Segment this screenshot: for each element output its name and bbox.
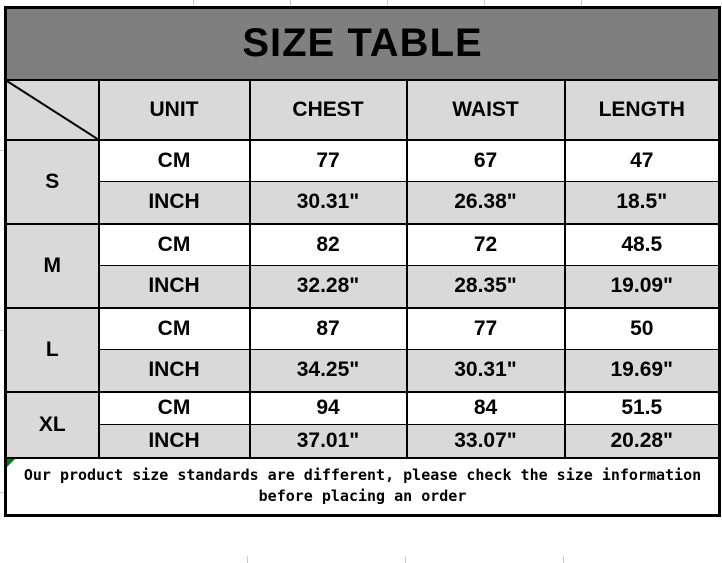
value-xl-waist-cm: 84 bbox=[407, 392, 565, 425]
size-table bbox=[4, 6, 721, 517]
value-s-length-inch: 18.5" bbox=[565, 182, 720, 224]
spreadsheet-gridline bbox=[0, 330, 4, 331]
size-label-l: L bbox=[6, 308, 99, 392]
value-l-chest-inch: 34.25" bbox=[250, 350, 407, 392]
size-label-s: S bbox=[6, 140, 99, 224]
unit-label-cm: CM bbox=[99, 392, 250, 425]
diagonal-line bbox=[7, 81, 98, 139]
unit-label-inch: INCH bbox=[99, 350, 250, 392]
value-xl-length-inch: 20.28" bbox=[565, 425, 720, 458]
value-s-waist-inch: 26.38" bbox=[407, 182, 565, 224]
column-header-length: LENGTH bbox=[565, 80, 720, 140]
spreadsheet-gridline bbox=[247, 556, 248, 563]
unit-label-cm: CM bbox=[99, 224, 250, 266]
value-l-waist-cm: 77 bbox=[407, 308, 565, 350]
value-xl-length-cm: 51.5 bbox=[565, 392, 720, 425]
spreadsheet-gridline bbox=[290, 0, 291, 6]
spreadsheet-gridline bbox=[387, 0, 388, 6]
value-m-chest-cm: 82 bbox=[250, 224, 407, 266]
value-s-length-cm: 47 bbox=[565, 140, 720, 182]
value-xl-waist-inch: 33.07" bbox=[407, 425, 565, 458]
unit-label-cm: CM bbox=[99, 140, 250, 182]
value-l-length-inch: 19.69" bbox=[565, 350, 720, 392]
unit-label-cm: CM bbox=[99, 308, 250, 350]
cell-error-marker-icon bbox=[7, 459, 15, 467]
diagonal-corner-cell bbox=[6, 80, 99, 140]
spreadsheet-gridline bbox=[581, 0, 582, 6]
column-header-unit: UNIT bbox=[99, 80, 250, 140]
value-m-waist-cm: 72 bbox=[407, 224, 565, 266]
column-header-waist: WAIST bbox=[407, 80, 565, 140]
value-s-waist-cm: 67 bbox=[407, 140, 565, 182]
value-m-waist-inch: 28.35" bbox=[407, 266, 565, 308]
value-xl-chest-inch: 37.01" bbox=[250, 425, 407, 458]
size-label-m: M bbox=[6, 224, 99, 308]
footer-note-cell bbox=[6, 458, 720, 516]
value-s-chest-inch: 30.31" bbox=[250, 182, 407, 224]
spreadsheet-gridline bbox=[405, 556, 406, 563]
value-m-chest-inch: 32.28" bbox=[250, 266, 407, 308]
size-label-xl: XL bbox=[6, 392, 99, 458]
footer-note-line1: Our product size standards are different, please check the size information bbox=[23, 465, 702, 484]
spreadsheet-gridline bbox=[0, 150, 4, 151]
spreadsheet-gridline bbox=[563, 556, 564, 563]
spreadsheet-gridline bbox=[0, 492, 4, 493]
value-l-chest-cm: 87 bbox=[250, 308, 407, 350]
value-m-length-cm: 48.5 bbox=[565, 224, 720, 266]
unit-label-inch: INCH bbox=[99, 425, 250, 458]
value-s-chest-cm: 77 bbox=[250, 140, 407, 182]
value-xl-chest-cm: 94 bbox=[250, 392, 407, 425]
spreadsheet-gridline bbox=[193, 0, 194, 6]
value-l-length-cm: 50 bbox=[565, 308, 720, 350]
unit-label-inch: INCH bbox=[99, 182, 250, 224]
spreadsheet-gridline bbox=[484, 0, 485, 6]
value-m-length-inch: 19.09" bbox=[565, 266, 720, 308]
footer-note-line2: before placing an order bbox=[258, 487, 467, 506]
page-title: SIZE TABLE bbox=[6, 8, 720, 80]
unit-label-inch: INCH bbox=[99, 266, 250, 308]
column-header-chest: CHEST bbox=[250, 80, 407, 140]
value-l-waist-inch: 30.31" bbox=[407, 350, 565, 392]
